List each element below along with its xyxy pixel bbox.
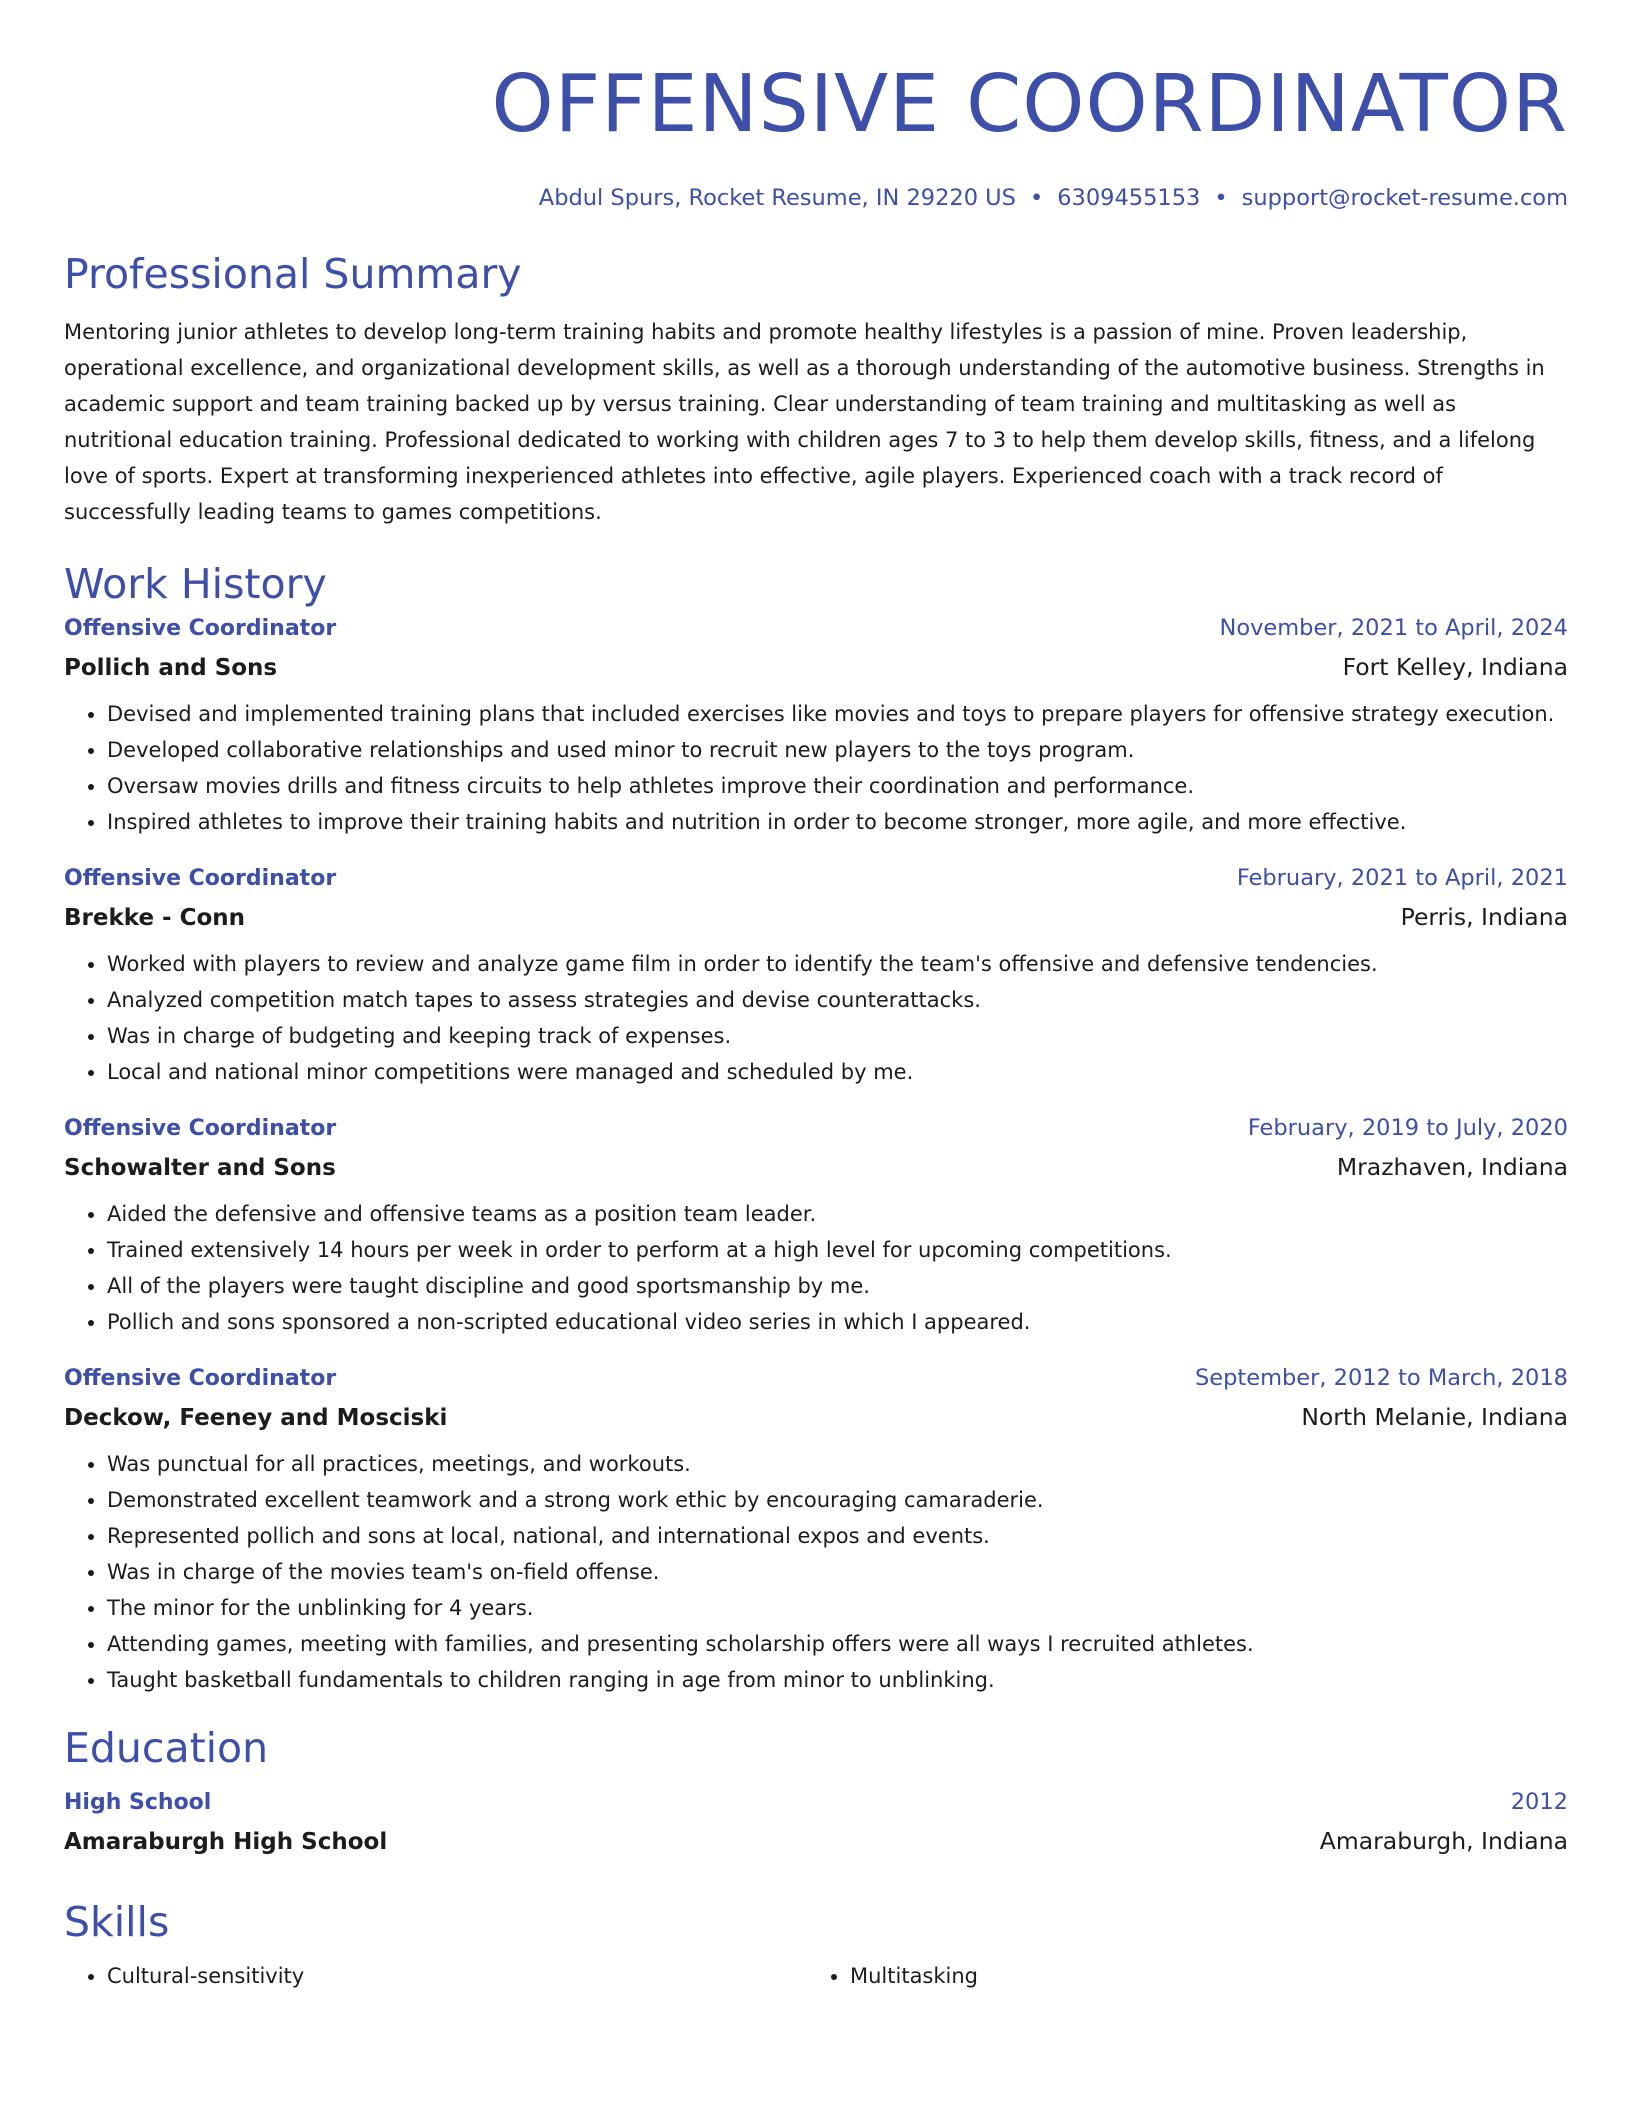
job-bullet: • Trained extensively 14 hours per week in order to perform at a high level for upcoming competitions. (107, 1232, 1568, 1268)
job-title: Offensive Coordinator (64, 1116, 337, 1141)
resume-header (64, 0, 1568, 214)
job-entry (64, 1360, 1568, 1698)
resume-name: OFFENSIVE COORDINATOR (491, 58, 1568, 150)
job-bullet: • Devised and implemented training plans that included exercises like movies and toys to prepare players for offensive strategy execution. (107, 696, 1568, 732)
job-title: Offensive Coordinator (64, 1366, 337, 1391)
job-bullet: • Was in charge of budgeting and keeping track of expenses. (107, 1018, 1568, 1054)
job-location: Fort Kelley, Indiana (1342, 653, 1568, 681)
job-bullet: • Represented pollich and sons at local, national, and international expos and events. (107, 1518, 1568, 1554)
job-bullet: • Oversaw movies drills and fitness circuits to help athletes improve their coordination and performance. (107, 768, 1568, 804)
contact-address: Abdul Spurs, Rocket Resume, IN 29220 US (538, 185, 1016, 211)
job-bullet: • The minor for the unblinking for 4 years. (107, 1590, 1568, 1626)
contact-phone: 6309455153 (1057, 185, 1201, 211)
job-bullet: • Worked with players to review and analyze game film in order to identify the team's offensive and defensive tendencies. (107, 946, 1568, 982)
job-entry (64, 1110, 1568, 1340)
summary-text: Mentoring junior athletes to develop long-term training habits and promote healthy lifestyles is a passion of mine. Proven leadership, operational excellence, and organizational development skills, as well as a thorough understanding of the automotive business. Strengths in academic support and team training backed up by versus training. Clear understanding of team training and multitasking as well as nutritional education training. Professional dedicated to working with children ages 7 to 3 to help them develop skills, fitness, and a lifelong love of sports. Expert at transforming inexperienced athletes into effective, agile players. Experienced coach with a track record of successfully leading teams to games competitions. (64, 320, 1545, 524)
job-company: Schowalter and Sons (64, 1155, 336, 1181)
job-location: North Melanie, Indiana (1301, 1403, 1568, 1431)
job-dates: September, 2012 to March, 2018 (1195, 1365, 1568, 1391)
job-location: Mrazhaven, Indiana (1336, 1153, 1568, 1181)
job-dates: November, 2021 to April, 2024 (1219, 615, 1568, 641)
job-bullet: • Demonstrated excellent teamwork and a strong work ethic by encouraging camaraderie. (107, 1482, 1568, 1518)
skills-column-left (64, 1958, 807, 1994)
job-company: Brekke - Conn (64, 905, 246, 931)
contact-separator: • (1029, 185, 1044, 211)
education-entry (64, 1784, 1568, 1862)
education-school: Amaraburgh High School (64, 1829, 388, 1855)
job-bullet: • All of the players were taught discipline and good sportsmanship by me. (107, 1268, 1568, 1304)
contact-separator: • (1214, 185, 1228, 211)
job-dates: February, 2021 to April, 2021 (1236, 865, 1568, 891)
job-entry (64, 860, 1568, 1090)
job-bullet: • Inspired athletes to improve their training habits and nutrition in order to become stronger, more agile, and more effective. (107, 804, 1568, 840)
skill-item: • Cultural-sensitivity (107, 1958, 807, 1994)
skills-column-right (807, 1958, 1550, 1994)
job-bullets (64, 696, 1568, 840)
contact-line (64, 182, 1568, 214)
job-bullet: • Attending games, meeting with families, and presenting scholarship offers were all ways I recruited athletes. (107, 1626, 1568, 1662)
job-bullet: • Local and national minor competitions were managed and scheduled by me. (107, 1054, 1568, 1090)
education-heading: Education (64, 1724, 269, 1772)
job-bullet: • Was in charge of the movies team's on-field offense. (107, 1554, 1568, 1590)
work-history-list (64, 610, 1568, 1698)
education-year: 2012 (1510, 1789, 1568, 1815)
job-bullet: • Pollich and sons sponsored a non-scripted educational video series in which I appeared. (107, 1304, 1568, 1340)
job-company: Deckow, Feeney and Mosciski (64, 1405, 448, 1431)
job-title: Offensive Coordinator (64, 866, 337, 891)
job-dates: February, 2019 to July, 2020 (1247, 1115, 1568, 1141)
job-bullet: • Taught basketball fundamentals to children ranging in age from minor to unblinking. (107, 1662, 1568, 1698)
job-location: Perris, Indiana (1400, 903, 1568, 931)
job-title: Offensive Coordinator (64, 616, 337, 641)
skills-heading: Skills (64, 1898, 170, 1946)
work-history-heading: Work History (64, 560, 327, 608)
job-bullet: • Was punctual for all practices, meetings, and workouts. (107, 1446, 1568, 1482)
job-company: Pollich and Sons (64, 655, 278, 681)
job-bullets (64, 946, 1568, 1090)
job-entry (64, 610, 1568, 840)
education-location: Amaraburgh, Indiana (1319, 1827, 1568, 1855)
contact-email: support@rocket-resume.com (1241, 185, 1568, 211)
job-bullets (64, 1446, 1568, 1698)
skills-grid (64, 1958, 1568, 1994)
job-bullet: • Analyzed competition match tapes to assess strategies and devise counterattacks. (107, 982, 1568, 1018)
education-degree: High School (64, 1790, 212, 1815)
job-bullet: • Developed collaborative relationships and used minor to recruit new players to the toys program. (107, 732, 1568, 768)
summary-heading: Professional Summary (64, 250, 522, 298)
skill-item: • Multitasking (850, 1958, 1550, 1994)
job-bullet: • Aided the defensive and offensive teams as a position team leader. (107, 1196, 1568, 1232)
job-bullets (64, 1196, 1568, 1340)
